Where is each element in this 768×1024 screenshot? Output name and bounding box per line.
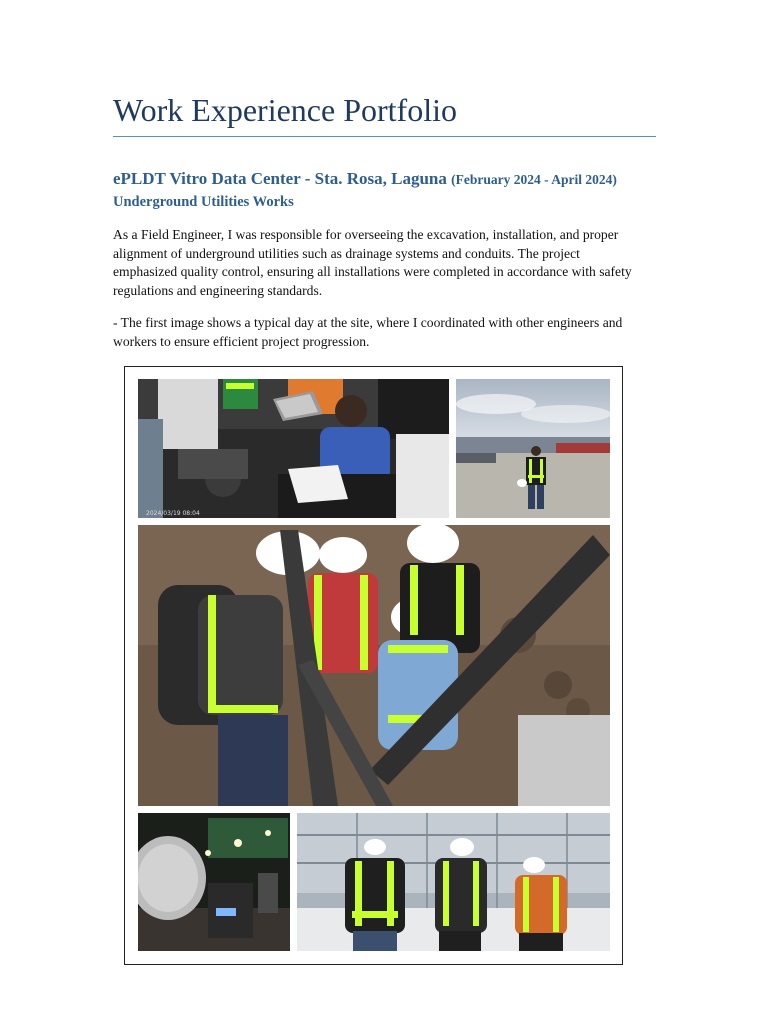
- photo-collage: [124, 366, 623, 965]
- description-paragraph: As a Field Engineer, I was responsible for overseeing the excavation, installation, and proper alignment of underground utilities such as drainage systems and conduits. The project emphasized quality control, ensuring all installations were completed in accordance with safety regulations and engineering standards.: [113, 227, 632, 298]
- project-subheading: Underground Utilities Works: [113, 194, 294, 210]
- image-caption-paragraph: - The first image shows a typical day at the site, where I coordinated with other engineers and workers to ensure efficient project progression.: [113, 315, 623, 349]
- engineer-standing-photo: [456, 379, 610, 518]
- project-dates: (February 2024 - April 2024): [451, 172, 617, 187]
- excavation-workers-photo: [138, 525, 610, 806]
- site-meeting-photo: [138, 379, 449, 518]
- project-name: ePLDT Vitro Data Center - Sta. Rosa, Laguna: [113, 169, 447, 188]
- title-divider: [113, 136, 656, 137]
- svg-text:2024/03/19 08:04: 2024/03/19 08:04: [146, 510, 200, 517]
- project-heading: [113, 168, 617, 191]
- page-title: Work Experience Portfolio: [113, 92, 457, 128]
- inspection-workers-photo: [297, 813, 610, 951]
- night-site-photo: [138, 813, 290, 951]
